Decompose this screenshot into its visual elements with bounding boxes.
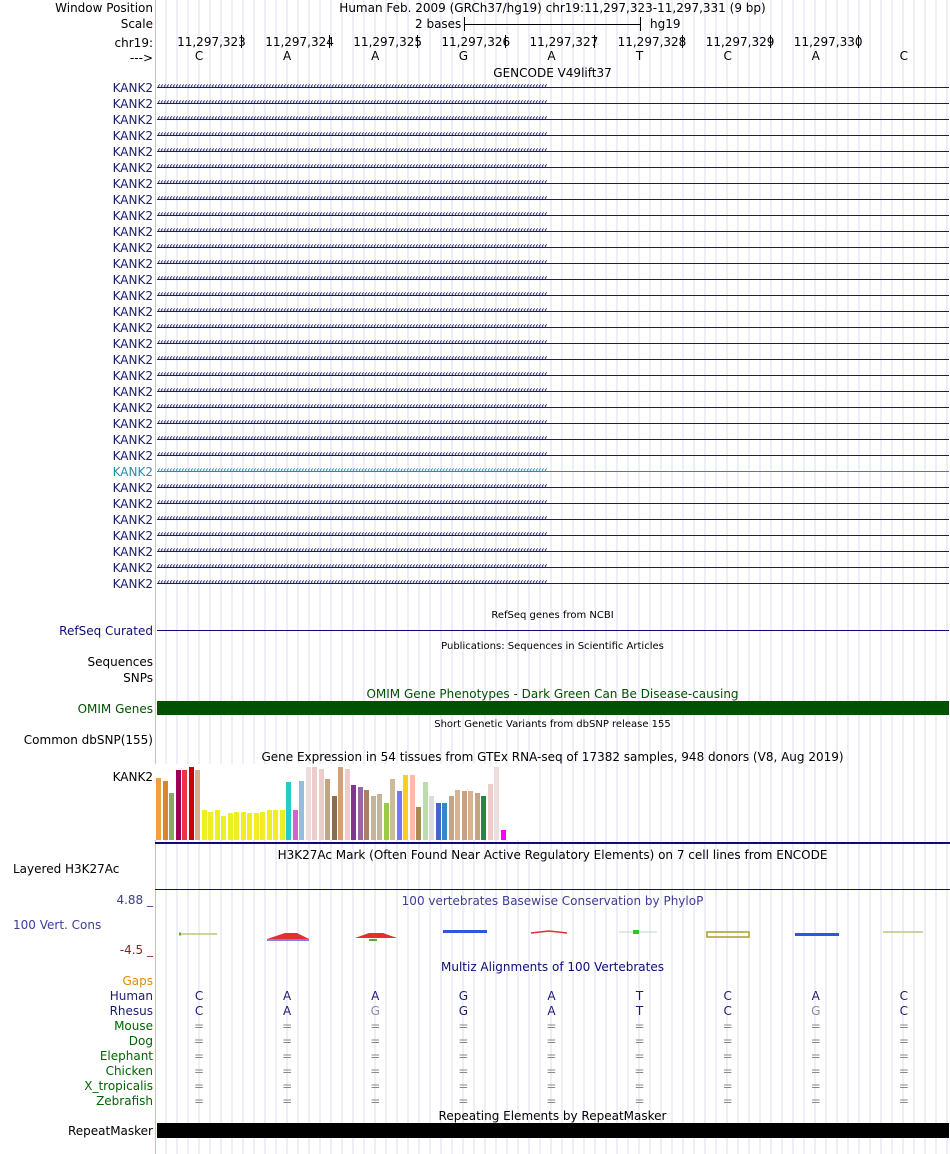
multiz-species-row[interactable] (0, 1004, 950, 1019)
gtex-tissue-bar[interactable] (169, 793, 174, 840)
aligned-base: C (723, 989, 732, 1003)
strand-arrows-icon: ‹‹‹‹‹‹‹‹‹‹‹‹‹‹‹‹‹‹‹‹‹‹‹‹‹‹‹‹‹‹‹‹‹‹‹‹‹‹‹‹‹‹‹‹‹‹‹‹‹‹‹‹‹‹‹‹‹‹‹‹‹‹‹‹‹‹‹‹‹‹‹‹‹‹‹‹‹‹‹‹‹‹‹‹‹‹‹‹‹‹‹‹‹‹‹‹‹‹‹‹‹‹‹‹‹‹‹‹‹‹‹‹‹‹‹‹‹‹‹‹‹‹‹‹‹‹‹‹‹‹ (157, 289, 547, 300)
window-position-label: Window Position (55, 1, 153, 15)
strand-arrows-icon: ‹‹‹‹‹‹‹‹‹‹‹‹‹‹‹‹‹‹‹‹‹‹‹‹‹‹‹‹‹‹‹‹‹‹‹‹‹‹‹‹‹‹‹‹‹‹‹‹‹‹‹‹‹‹‹‹‹‹‹‹‹‹‹‹‹‹‹‹‹‹‹‹‹‹‹‹‹‹‹‹‹‹‹‹‹‹‹‹‹‹‹‹‹‹‹‹‹‹‹‹‹‹‹‹‹‹‹‹‹‹‹‹‹‹‹‹‹‹‹‹‹‹‹‹‹‹‹‹‹‹ (157, 529, 547, 540)
gtex-tissue-bar[interactable] (488, 784, 493, 840)
gaps-label[interactable]: Gaps (122, 974, 153, 988)
gtex-tissue-bar[interactable] (195, 770, 200, 840)
gencode-transcript-label[interactable]: KANK2 (112, 433, 153, 447)
ruler-base: A (811, 49, 820, 63)
aligned-base: = (898, 1049, 909, 1063)
aligned-base: = (722, 1079, 733, 1093)
phylop-min-label: -4.5 _ (119, 943, 153, 957)
gtex-tissue-bar[interactable] (501, 830, 506, 840)
aligned-base: = (898, 1094, 909, 1108)
chrom-label: chr19: (114, 36, 153, 50)
gencode-transcript-label[interactable]: KANK2 (112, 497, 153, 511)
multiz-species-row[interactable] (0, 1064, 950, 1079)
gtex-tissue-bar[interactable] (351, 785, 356, 840)
strand-arrows-icon: ‹‹‹‹‹‹‹‹‹‹‹‹‹‹‹‹‹‹‹‹‹‹‹‹‹‹‹‹‹‹‹‹‹‹‹‹‹‹‹‹‹‹‹‹‹‹‹‹‹‹‹‹‹‹‹‹‹‹‹‹‹‹‹‹‹‹‹‹‹‹‹‹‹‹‹‹‹‹‹‹‹‹‹‹‹‹‹‹‹‹‹‹‹‹‹‹‹‹‹‹‹‹‹‹‹‹‹‹‹‹‹‹‹‹‹‹‹‹‹‹‹‹‹‹‹‹‹‹‹‹ (157, 273, 547, 284)
ruler-coordinate: 11,297,324 (265, 35, 334, 49)
strand-arrows-icon: ‹‹‹‹‹‹‹‹‹‹‹‹‹‹‹‹‹‹‹‹‹‹‹‹‹‹‹‹‹‹‹‹‹‹‹‹‹‹‹‹‹‹‹‹‹‹‹‹‹‹‹‹‹‹‹‹‹‹‹‹‹‹‹‹‹‹‹‹‹‹‹‹‹‹‹‹‹‹‹‹‹‹‹‹‹‹‹‹‹‹‹‹‹‹‹‹‹‹‹‹‹‹‹‹‹‹‹‹‹‹‹‹‹‹‹‹‹‹‹‹‹‹‹‹‹‹‹‹‹‹ (157, 481, 547, 492)
aligned-base: = (722, 1094, 733, 1108)
species-label[interactable]: Human (109, 989, 153, 1003)
aligned-base: = (634, 1079, 645, 1093)
aligned-base: A (283, 989, 292, 1003)
aligned-base: = (634, 1094, 645, 1108)
gencode-transcript-label[interactable]: KANK2 (112, 193, 153, 207)
h3k27ac-divider (155, 889, 950, 890)
gencode-transcript-label[interactable]: KANK2 (112, 481, 153, 495)
aligned-base: = (282, 1064, 293, 1078)
gencode-transcript-label[interactable]: KANK2 (112, 241, 153, 255)
omim-label[interactable]: OMIM Genes (77, 702, 153, 716)
aligned-base: = (546, 1019, 557, 1033)
gencode-transcript-label[interactable]: KANK2 (112, 161, 153, 175)
strand-arrows-icon: ‹‹‹‹‹‹‹‹‹‹‹‹‹‹‹‹‹‹‹‹‹‹‹‹‹‹‹‹‹‹‹‹‹‹‹‹‹‹‹‹‹‹‹‹‹‹‹‹‹‹‹‹‹‹‹‹‹‹‹‹‹‹‹‹‹‹‹‹‹‹‹‹‹‹‹‹‹‹‹‹‹‹‹‹‹‹‹‹‹‹‹‹‹‹‹‹‹‹‹‹‹‹‹‹‹‹‹‹‹‹‹‹‹‹‹‹‹‹‹‹‹‹‹‹‹‹‹‹‹‹ (157, 449, 547, 460)
gtex-tissue-bar[interactable] (494, 767, 499, 840)
scale-assembly: hg19 (650, 17, 681, 31)
gencode-transcript-label[interactable]: KANK2 (112, 81, 153, 95)
gencode-transcript-row[interactable] (0, 512, 950, 528)
aligned-base: = (810, 1064, 821, 1078)
strand-arrows-icon: ‹‹‹‹‹‹‹‹‹‹‹‹‹‹‹‹‹‹‹‹‹‹‹‹‹‹‹‹‹‹‹‹‹‹‹‹‹‹‹‹‹‹‹‹‹‹‹‹‹‹‹‹‹‹‹‹‹‹‹‹‹‹‹‹‹‹‹‹‹‹‹‹‹‹‹‹‹‹‹‹‹‹‹‹‹‹‹‹‹‹‹‹‹‹‹‹‹‹‹‹‹‹‹‹‹‹‹‹‹‹‹‹‹‹‹‹‹‹‹‹‹‹‹‹‹‹‹‹‹‹ (157, 145, 547, 156)
aligned-base: = (458, 1034, 469, 1048)
gencode-transcript-row[interactable] (0, 176, 950, 192)
gencode-transcript-row[interactable] (0, 448, 950, 464)
gencode-transcript-row[interactable] (0, 544, 950, 560)
aligned-base: C (899, 1004, 909, 1018)
omim-title: OMIM Gene Phenotypes - Dark Green Can Be Disease-causing (366, 687, 739, 701)
gencode-transcript-row[interactable] (0, 416, 950, 432)
gtex-tissue-bar[interactable] (371, 796, 376, 840)
gtex-tissue-bar[interactable] (442, 803, 447, 840)
strand-arrows-icon: ‹‹‹‹‹‹‹‹‹‹‹‹‹‹‹‹‹‹‹‹‹‹‹‹‹‹‹‹‹‹‹‹‹‹‹‹‹‹‹‹‹‹‹‹‹‹‹‹‹‹‹‹‹‹‹‹‹‹‹‹‹‹‹‹‹‹‹‹‹‹‹‹‹‹‹‹‹‹‹‹‹‹‹‹‹‹‹‹‹‹‹‹‹‹‹‹‹‹‹‹‹‹‹‹‹‹‹‹‹‹‹‹‹‹‹‹‹‹‹‹‹‹‹‹‹‹‹‹‹‹ (157, 321, 547, 332)
gtex-tissue-bar[interactable] (436, 803, 441, 840)
gtex-tissue-bar[interactable] (208, 812, 213, 840)
gtex-tissue-bar[interactable] (332, 796, 337, 840)
gencode-transcript-label[interactable]: KANK2 (112, 353, 153, 367)
gencode-transcript-label[interactable]: KANK2 (112, 273, 153, 287)
gencode-transcript-row[interactable] (0, 336, 950, 352)
species-label[interactable]: Dog (128, 1034, 153, 1048)
phylop-glyph-7 (707, 932, 749, 937)
aligned-base: = (370, 1019, 381, 1033)
gtex-tissue-bar[interactable] (202, 810, 207, 840)
aligned-base: = (810, 1094, 821, 1108)
phylop-label[interactable]: 100 Vert. Cons (13, 918, 102, 932)
gtex-tissue-bar[interactable] (390, 779, 395, 840)
aligned-base: = (898, 1079, 909, 1093)
aligned-base: = (898, 1034, 909, 1048)
strand-arrows-icon: ‹‹‹‹‹‹‹‹‹‹‹‹‹‹‹‹‹‹‹‹‹‹‹‹‹‹‹‹‹‹‹‹‹‹‹‹‹‹‹‹‹‹‹‹‹‹‹‹‹‹‹‹‹‹‹‹‹‹‹‹‹‹‹‹‹‹‹‹‹‹‹‹‹‹‹‹‹‹‹‹‹‹‹‹‹‹‹‹‹‹‹‹‹‹‹‹‹‹‹‹‹‹‹‹‹‹‹‹‹‹‹‹‹‹‹‹‹‹‹‹‹‹‹‹‹‹‹‹‹‹ (157, 577, 547, 588)
strand-label: ---> (129, 51, 153, 65)
aligned-base: = (546, 1049, 557, 1063)
gencode-transcript-label[interactable]: KANK2 (112, 513, 153, 527)
aligned-base: = (282, 1019, 293, 1033)
refseq-title: RefSeq genes from NCBI (491, 610, 614, 621)
strand-arrows-icon: ‹‹‹‹‹‹‹‹‹‹‹‹‹‹‹‹‹‹‹‹‹‹‹‹‹‹‹‹‹‹‹‹‹‹‹‹‹‹‹‹‹‹‹‹‹‹‹‹‹‹‹‹‹‹‹‹‹‹‹‹‹‹‹‹‹‹‹‹‹‹‹‹‹‹‹‹‹‹‹‹‹‹‹‹‹‹‹‹‹‹‹‹‹‹‹‹‹‹‹‹‹‹‹‹‹‹‹‹‹‹‹‹‹‹‹‹‹‹‹‹‹‹‹‹‹‹‹‹‹‹ (157, 257, 547, 268)
gencode-transcript-label[interactable]: KANK2 (112, 129, 153, 143)
aligned-base: C (194, 1004, 204, 1018)
gencode-transcript-row[interactable] (0, 192, 950, 208)
gtex-tissue-bar[interactable] (410, 775, 415, 840)
ruler-coordinate: 11,297,325 (353, 35, 423, 49)
aligned-base: = (722, 1049, 733, 1063)
gencode-transcript-label[interactable]: KANK2 (112, 289, 153, 303)
aligned-base: = (194, 1079, 205, 1093)
strand-arrows-icon: ‹‹‹‹‹‹‹‹‹‹‹‹‹‹‹‹‹‹‹‹‹‹‹‹‹‹‹‹‹‹‹‹‹‹‹‹‹‹‹‹‹‹‹‹‹‹‹‹‹‹‹‹‹‹‹‹‹‹‹‹‹‹‹‹‹‹‹‹‹‹‹‹‹‹‹‹‹‹‹‹‹‹‹‹‹‹‹‹‹‹‹‹‹‹‹‹‹‹‹‹‹‹‹‹‹‹‹‹‹‹‹‹‹‹‹‹‹‹‹‹‹‹‹‹‹‹‹‹‹‹ (157, 385, 547, 396)
aligned-base: C (194, 989, 204, 1003)
gencode-title: GENCODE V49lift37 (493, 66, 612, 80)
species-label[interactable]: X_tropicalis (84, 1079, 153, 1093)
gtex-tissue-bar[interactable] (384, 803, 389, 840)
phylop-max-label: 4.88 _ (116, 893, 153, 907)
multiz-species-row[interactable] (0, 1019, 950, 1034)
gtex-tissue-bar[interactable] (364, 790, 369, 840)
multiz-species-row[interactable] (0, 1094, 950, 1109)
gencode-transcript-row[interactable] (0, 480, 950, 496)
ruler-coordinate: 11,297,326 (441, 35, 511, 49)
aligned-base: G (458, 989, 468, 1003)
phylop-glyph-3 (355, 933, 397, 940)
ruler-base: C (194, 49, 204, 63)
gencode-transcript-label[interactable]: KANK2 (112, 369, 153, 383)
species-label[interactable]: Rhesus (109, 1004, 153, 1018)
gtex-tissue-bar[interactable] (176, 770, 181, 840)
aligned-base: C (723, 1004, 732, 1018)
species-label[interactable]: Elephant (99, 1049, 153, 1063)
aligned-base: A (547, 1004, 556, 1018)
aligned-base: = (282, 1049, 293, 1063)
ruler-base: A (283, 49, 292, 63)
gencode-transcript-row[interactable] (0, 80, 950, 96)
gtex-tissue-bar[interactable] (377, 794, 382, 840)
gtex-tissue-bar[interactable] (481, 796, 486, 840)
aligned-base: = (370, 1079, 381, 1093)
gencode-transcript-label[interactable]: KANK2 (112, 305, 153, 319)
phylop-glyph-4 (443, 930, 487, 933)
gtex-tissue-bar[interactable] (403, 775, 408, 840)
gtex-tissue-bar[interactable] (221, 816, 226, 840)
gencode-transcript-row[interactable] (0, 368, 950, 384)
repeatmasker-title: Repeating Elements by RepeatMasker (438, 1109, 667, 1123)
gtex-tissue-bar[interactable] (449, 796, 454, 840)
scale-label: Scale (120, 17, 153, 31)
refseq-gene-line[interactable] (157, 630, 949, 631)
gencode-transcript-label[interactable]: KANK2 (112, 225, 153, 239)
ruler-coordinate: 11,297,327 (529, 35, 599, 49)
gencode-transcript-row[interactable] (0, 464, 950, 480)
aligned-base: = (458, 1049, 469, 1063)
strand-arrows-icon: ‹‹‹‹‹‹‹‹‹‹‹‹‹‹‹‹‹‹‹‹‹‹‹‹‹‹‹‹‹‹‹‹‹‹‹‹‹‹‹‹‹‹‹‹‹‹‹‹‹‹‹‹‹‹‹‹‹‹‹‹‹‹‹‹‹‹‹‹‹‹‹‹‹‹‹‹‹‹‹‹‹‹‹‹‹‹‹‹‹‹‹‹‹‹‹‹‹‹‹‹‹‹‹‹‹‹‹‹‹‹‹‹‹‹‹‹‹‹‹‹‹‹‹‹‹‹‹‹‹‹ (157, 433, 547, 444)
gencode-transcript-row[interactable] (0, 320, 950, 336)
gencode-transcript-label[interactable]: KANK2 (112, 113, 153, 127)
gtex-tissue-bar[interactable] (254, 813, 259, 840)
gtex-tissue-bar[interactable] (312, 767, 317, 840)
gencode-transcript-row[interactable] (0, 288, 950, 304)
gencode-transcript-row[interactable] (0, 304, 950, 320)
aligned-base: = (458, 1094, 469, 1108)
aligned-base: = (546, 1079, 557, 1093)
aligned-base: = (458, 1019, 469, 1033)
omim-gene-bar[interactable] (157, 701, 949, 715)
aligned-base: = (898, 1019, 909, 1033)
multiz-species-row[interactable] (0, 1034, 950, 1049)
aligned-base: T (635, 1004, 644, 1018)
gencode-transcript-row[interactable] (0, 272, 950, 288)
ruler-coordinate: 11,297,323 (177, 35, 246, 49)
aligned-base: = (370, 1049, 381, 1063)
ruler-base: G (458, 49, 468, 63)
gtex-tissue-bar[interactable] (306, 767, 311, 840)
gencode-transcript-row[interactable] (0, 496, 950, 512)
gtex-tissue-bar[interactable] (455, 790, 460, 840)
h3k27ac-label[interactable]: Layered H3K27Ac (13, 862, 120, 876)
gtex-tissue-bar[interactable] (475, 793, 480, 840)
gtex-tissue-bar[interactable] (247, 813, 252, 840)
strand-arrows-icon: ‹‹‹‹‹‹‹‹‹‹‹‹‹‹‹‹‹‹‹‹‹‹‹‹‹‹‹‹‹‹‹‹‹‹‹‹‹‹‹‹‹‹‹‹‹‹‹‹‹‹‹‹‹‹‹‹‹‹‹‹‹‹‹‹‹‹‹‹‹‹‹‹‹‹‹‹‹‹‹‹‹‹‹‹‹‹‹‹‹‹‹‹‹‹‹‹‹‹‹‹‹‹‹‹‹‹‹‹‹‹‹‹‹‹‹‹‹‹‹‹‹‹‹‹‹‹‹‹‹‹ (157, 305, 547, 316)
gtex-tissue-bar[interactable] (267, 810, 272, 840)
strand-arrows-icon: ‹‹‹‹‹‹‹‹‹‹‹‹‹‹‹‹‹‹‹‹‹‹‹‹‹‹‹‹‹‹‹‹‹‹‹‹‹‹‹‹‹‹‹‹‹‹‹‹‹‹‹‹‹‹‹‹‹‹‹‹‹‹‹‹‹‹‹‹‹‹‹‹‹‹‹‹‹‹‹‹‹‹‹‹‹‹‹‹‹‹‹‹‹‹‹‹‹‹‹‹‹‹‹‹‹‹‹‹‹‹‹‹‹‹‹‹‹‹‹‹‹‹‹‹‹‹‹‹‹‹ (157, 177, 547, 188)
aligned-base: A (547, 989, 556, 1003)
strand-arrows-icon: ‹‹‹‹‹‹‹‹‹‹‹‹‹‹‹‹‹‹‹‹‹‹‹‹‹‹‹‹‹‹‹‹‹‹‹‹‹‹‹‹‹‹‹‹‹‹‹‹‹‹‹‹‹‹‹‹‹‹‹‹‹‹‹‹‹‹‹‹‹‹‹‹‹‹‹‹‹‹‹‹‹‹‹‹‹‹‹‹‹‹‹‹‹‹‹‹‹‹‹‹‹‹‹‹‹‹‹‹‹‹‹‹‹‹‹‹‹‹‹‹‹‹‹‹‹‹‹‹‹‹ (157, 129, 547, 140)
gencode-transcript-label[interactable]: KANK2 (112, 545, 153, 559)
gencode-transcript-label[interactable]: KANK2 (112, 561, 153, 575)
aligned-base: = (546, 1034, 557, 1048)
gtex-tissue-bar[interactable] (325, 779, 330, 840)
gencode-transcript-row[interactable] (0, 240, 950, 256)
strand-arrows-icon: ‹‹‹‹‹‹‹‹‹‹‹‹‹‹‹‹‹‹‹‹‹‹‹‹‹‹‹‹‹‹‹‹‹‹‹‹‹‹‹‹‹‹‹‹‹‹‹‹‹‹‹‹‹‹‹‹‹‹‹‹‹‹‹‹‹‹‹‹‹‹‹‹‹‹‹‹‹‹‹‹‹‹‹‹‹‹‹‹‹‹‹‹‹‹‹‹‹‹‹‹‹‹‹‹‹‹‹‹‹‹‹‹‹‹‹‹‹‹‹‹‹‹‹‹‹‹‹‹‹‹ (157, 113, 547, 124)
aligned-base: = (634, 1019, 645, 1033)
aligned-base: = (634, 1034, 645, 1048)
strand-arrows-icon: ‹‹‹‹‹‹‹‹‹‹‹‹‹‹‹‹‹‹‹‹‹‹‹‹‹‹‹‹‹‹‹‹‹‹‹‹‹‹‹‹‹‹‹‹‹‹‹‹‹‹‹‹‹‹‹‹‹‹‹‹‹‹‹‹‹‹‹‹‹‹‹‹‹‹‹‹‹‹‹‹‹‹‹‹‹‹‹‹‹‹‹‹‹‹‹‹‹‹‹‹‹‹‹‹‹‹‹‹‹‹‹‹‹‹‹‹‹‹‹‹‹‹‹‹‹‹‹‹‹‹ (157, 401, 547, 412)
gtex-tissue-bar[interactable] (215, 810, 220, 840)
aligned-base: A (283, 1004, 292, 1018)
gtex-tissue-bar[interactable] (416, 807, 421, 840)
gtex-tissue-bar[interactable] (397, 791, 402, 840)
gencode-transcript-label[interactable]: KANK2 (112, 321, 153, 335)
aligned-base: G (458, 1004, 468, 1018)
aligned-base: A (811, 989, 820, 1003)
aligned-base: = (634, 1064, 645, 1078)
aligned-base: T (635, 989, 644, 1003)
dbsnp-label[interactable]: Common dbSNP(155) (23, 733, 153, 747)
snps-label[interactable]: SNPs (123, 671, 153, 685)
multiz-species-row[interactable] (0, 1049, 950, 1064)
phylop-glyph-5 (531, 931, 567, 933)
phylop-glyph-8 (795, 933, 839, 936)
aligned-base: = (722, 1019, 733, 1033)
aligned-base: = (194, 1094, 205, 1108)
gencode-transcript-row[interactable] (0, 560, 950, 576)
aligned-base: A (371, 989, 380, 1003)
aligned-base: = (810, 1019, 821, 1033)
gtex-tissue-bar[interactable] (241, 812, 246, 840)
gtex-tissue-bar[interactable] (423, 782, 428, 840)
aligned-base: = (194, 1019, 205, 1033)
aligned-base: = (282, 1079, 293, 1093)
gencode-transcript-row[interactable] (0, 128, 950, 144)
gencode-transcript-row[interactable] (0, 576, 950, 592)
phylop-glyph-6 (619, 930, 657, 934)
gtex-chart[interactable] (155, 764, 535, 840)
gencode-transcript-row[interactable] (0, 160, 950, 176)
strand-arrows-icon: ‹‹‹‹‹‹‹‹‹‹‹‹‹‹‹‹‹‹‹‹‹‹‹‹‹‹‹‹‹‹‹‹‹‹‹‹‹‹‹‹‹‹‹‹‹‹‹‹‹‹‹‹‹‹‹‹‹‹‹‹‹‹‹‹‹‹‹‹‹‹‹‹‹‹‹‹‹‹‹‹‹‹‹‹‹‹‹‹‹‹‹‹‹‹‹‹‹‹‹‹‹‹‹‹‹‹‹‹‹‹‹‹‹‹‹‹‹‹‹‹‹‹‹‹‹‹‹‹‹‹ (157, 353, 547, 364)
strand-arrows-icon: ‹‹‹‹‹‹‹‹‹‹‹‹‹‹‹‹‹‹‹‹‹‹‹‹‹‹‹‹‹‹‹‹‹‹‹‹‹‹‹‹‹‹‹‹‹‹‹‹‹‹‹‹‹‹‹‹‹‹‹‹‹‹‹‹‹‹‹‹‹‹‹‹‹‹‹‹‹‹‹‹‹‹‹‹‹‹‹‹‹‹‹‹‹‹‹‹‹‹‹‹‹‹‹‹‹‹‹‹‹‹‹‹‹‹‹‹‹‹‹‹‹‹‹‹‹‹‹‹‹‹ (157, 193, 547, 204)
strand-arrows-icon: ‹‹‹‹‹‹‹‹‹‹‹‹‹‹‹‹‹‹‹‹‹‹‹‹‹‹‹‹‹‹‹‹‹‹‹‹‹‹‹‹‹‹‹‹‹‹‹‹‹‹‹‹‹‹‹‹‹‹‹‹‹‹‹‹‹‹‹‹‹‹‹‹‹‹‹‹‹‹‹‹‹‹‹‹‹‹‹‹‹‹‹‹‹‹‹‹‹‹‹‹‹‹‹‹‹‹‹‹‹‹‹‹‹‹‹‹‹‹‹‹‹‹‹‹‹‹‹‹‹‹ (157, 161, 547, 172)
gtex-tissue-bar[interactable] (299, 781, 304, 840)
gtex-tissue-bar[interactable] (182, 770, 187, 840)
gencode-transcript-row[interactable] (0, 224, 950, 240)
gtex-tissue-bar[interactable] (293, 810, 298, 840)
gencode-transcript-label[interactable]: KANK2 (112, 577, 153, 591)
gtex-title: Gene Expression in 54 tissues from GTEx RNA-seq of 17382 samples, 948 donors (V8, Aug 2019) (261, 750, 844, 764)
aligned-base: = (722, 1064, 733, 1078)
aligned-base: = (634, 1049, 645, 1063)
aligned-base: = (810, 1049, 821, 1063)
aligned-base: = (194, 1034, 205, 1048)
gencode-transcript-row[interactable] (0, 384, 950, 400)
strand-arrows-icon: ‹‹‹‹‹‹‹‹‹‹‹‹‹‹‹‹‹‹‹‹‹‹‹‹‹‹‹‹‹‹‹‹‹‹‹‹‹‹‹‹‹‹‹‹‹‹‹‹‹‹‹‹‹‹‹‹‹‹‹‹‹‹‹‹‹‹‹‹‹‹‹‹‹‹‹‹‹‹‹‹‹‹‹‹‹‹‹‹‹‹‹‹‹‹‹‹‹‹‹‹‹‹‹‹‹‹‹‹‹‹‹‹‹‹‹‹‹‹‹‹‹‹‹‹‹‹‹‹‹‹ (157, 225, 547, 236)
aligned-base: = (282, 1094, 293, 1108)
gencode-transcript-row[interactable] (0, 400, 950, 416)
gencode-transcript-label[interactable]: KANK2 (112, 257, 153, 271)
gtex-tissue-bar[interactable] (228, 813, 233, 840)
aligned-base: = (458, 1079, 469, 1093)
species-label[interactable]: Mouse (114, 1019, 153, 1033)
gencode-transcript-label[interactable]: KANK2 (112, 145, 153, 159)
ruler-base: C (899, 49, 909, 63)
strand-arrows-icon: ‹‹‹‹‹‹‹‹‹‹‹‹‹‹‹‹‹‹‹‹‹‹‹‹‹‹‹‹‹‹‹‹‹‹‹‹‹‹‹‹‹‹‹‹‹‹‹‹‹‹‹‹‹‹‹‹‹‹‹‹‹‹‹‹‹‹‹‹‹‹‹‹‹‹‹‹‹‹‹‹‹‹‹‹‹‹‹‹‹‹‹‹‹‹‹‹‹‹‹‹‹‹‹‹‹‹‹‹‹‹‹‹‹‹‹‹‹‹‹‹‹‹‹‹‹‹‹‹‹‹ (157, 81, 547, 92)
window-title: Human Feb. 2009 (GRCh37/hg19) chr19:11,297,323-11,297,331 (9 bp) (339, 1, 766, 15)
aligned-base: = (194, 1049, 205, 1063)
gencode-transcript-row[interactable] (0, 528, 950, 544)
strand-arrows-icon: ‹‹‹‹‹‹‹‹‹‹‹‹‹‹‹‹‹‹‹‹‹‹‹‹‹‹‹‹‹‹‹‹‹‹‹‹‹‹‹‹‹‹‹‹‹‹‹‹‹‹‹‹‹‹‹‹‹‹‹‹‹‹‹‹‹‹‹‹‹‹‹‹‹‹‹‹‹‹‹‹‹‹‹‹‹‹‹‹‹‹‹‹‹‹‹‹‹‹‹‹‹‹‹‹‹‹‹‹‹‹‹‹‹‹‹‹‹‹‹‹‹‹‹‹‹‹‹‹‹‹ (157, 561, 547, 572)
strand-arrows-icon: ‹‹‹‹‹‹‹‹‹‹‹‹‹‹‹‹‹‹‹‹‹‹‹‹‹‹‹‹‹‹‹‹‹‹‹‹‹‹‹‹‹‹‹‹‹‹‹‹‹‹‹‹‹‹‹‹‹‹‹‹‹‹‹‹‹‹‹‹‹‹‹‹‹‹‹‹‹‹‹‹‹‹‹‹‹‹‹‹‹‹‹‹‹‹‹‹‹‹‹‹‹‹‹‹‹‹‹‹‹‹‹‹‹‹‹‹‹‹‹‹‹‹‹‹‹‹‹‹‹‹ (157, 465, 547, 476)
aligned-base: = (370, 1034, 381, 1048)
gtex-tissue-bar[interactable] (156, 778, 161, 840)
aligned-base: = (722, 1034, 733, 1048)
gtex-tissue-bar[interactable] (338, 767, 343, 840)
gencode-transcript-row[interactable] (0, 352, 950, 368)
multiz-species-row[interactable] (0, 1079, 950, 1094)
phylop-title: 100 vertebrates Basewise Conservation by PhyloP (401, 894, 704, 908)
multiz-species-row[interactable] (0, 989, 950, 1004)
aligned-base: = (546, 1064, 557, 1078)
aligned-base: = (370, 1094, 381, 1108)
gtex-tissue-bar[interactable] (273, 810, 278, 840)
gencode-transcript-row[interactable] (0, 112, 950, 128)
gtex-tissue-bar[interactable] (468, 791, 473, 840)
gencode-transcript-row[interactable] (0, 208, 950, 224)
aligned-base: G (370, 1004, 380, 1018)
aligned-base: = (194, 1064, 205, 1078)
publications-title: Publications: Sequences in Scientific Articles (441, 641, 664, 652)
aligned-base: = (898, 1064, 909, 1078)
aligned-base: = (546, 1094, 557, 1108)
strand-arrows-icon: ‹‹‹‹‹‹‹‹‹‹‹‹‹‹‹‹‹‹‹‹‹‹‹‹‹‹‹‹‹‹‹‹‹‹‹‹‹‹‹‹‹‹‹‹‹‹‹‹‹‹‹‹‹‹‹‹‹‹‹‹‹‹‹‹‹‹‹‹‹‹‹‹‹‹‹‹‹‹‹‹‹‹‹‹‹‹‹‹‹‹‹‹‹‹‹‹‹‹‹‹‹‹‹‹‹‹‹‹‹‹‹‹‹‹‹‹‹‹‹‹‹‹‹‹‹‹‹‹‹‹ (157, 97, 547, 108)
strand-arrows-icon: ‹‹‹‹‹‹‹‹‹‹‹‹‹‹‹‹‹‹‹‹‹‹‹‹‹‹‹‹‹‹‹‹‹‹‹‹‹‹‹‹‹‹‹‹‹‹‹‹‹‹‹‹‹‹‹‹‹‹‹‹‹‹‹‹‹‹‹‹‹‹‹‹‹‹‹‹‹‹‹‹‹‹‹‹‹‹‹‹‹‹‹‹‹‹‹‹‹‹‹‹‹‹‹‹‹‹‹‹‹‹‹‹‹‹‹‹‹‹‹‹‹‹‹‹‹‹‹‹‹‹ (157, 545, 547, 556)
strand-arrows-icon: ‹‹‹‹‹‹‹‹‹‹‹‹‹‹‹‹‹‹‹‹‹‹‹‹‹‹‹‹‹‹‹‹‹‹‹‹‹‹‹‹‹‹‹‹‹‹‹‹‹‹‹‹‹‹‹‹‹‹‹‹‹‹‹‹‹‹‹‹‹‹‹‹‹‹‹‹‹‹‹‹‹‹‹‹‹‹‹‹‹‹‹‹‹‹‹‹‹‹‹‹‹‹‹‹‹‹‹‹‹‹‹‹‹‹‹‹‹‹‹‹‹‹‹‹‹‹‹‹‹‹ (157, 497, 547, 508)
gencode-transcript-label[interactable]: KANK2 (112, 529, 153, 543)
scale-bar (464, 17, 641, 31)
ruler-base: A (371, 49, 380, 63)
gtex-tissue-bar[interactable] (163, 781, 168, 840)
gencode-transcript-label[interactable]: KANK2 (112, 177, 153, 191)
strand-arrows-icon: ‹‹‹‹‹‹‹‹‹‹‹‹‹‹‹‹‹‹‹‹‹‹‹‹‹‹‹‹‹‹‹‹‹‹‹‹‹‹‹‹‹‹‹‹‹‹‹‹‹‹‹‹‹‹‹‹‹‹‹‹‹‹‹‹‹‹‹‹‹‹‹‹‹‹‹‹‹‹‹‹‹‹‹‹‹‹‹‹‹‹‹‹‹‹‹‹‹‹‹‹‹‹‹‹‹‹‹‹‹‹‹‹‹‹‹‹‹‹‹‹‹‹‹‹‹‹‹‹‹‹ (157, 337, 547, 348)
gencode-transcript-label[interactable]: KANK2 (112, 417, 153, 431)
ruler-coordinate: 11,297,328 (617, 35, 687, 49)
gencode-transcript-row[interactable] (0, 432, 950, 448)
gencode-transcript-label[interactable]: KANK2 (112, 209, 153, 223)
ruler-coordinate: 11,297,329 (705, 35, 775, 49)
strand-arrows-icon: ‹‹‹‹‹‹‹‹‹‹‹‹‹‹‹‹‹‹‹‹‹‹‹‹‹‹‹‹‹‹‹‹‹‹‹‹‹‹‹‹‹‹‹‹‹‹‹‹‹‹‹‹‹‹‹‹‹‹‹‹‹‹‹‹‹‹‹‹‹‹‹‹‹‹‹‹‹‹‹‹‹‹‹‹‹‹‹‹‹‹‹‹‹‹‹‹‹‹‹‹‹‹‹‹‹‹‹‹‹‹‹‹‹‹‹‹‹‹‹‹‹‹‹‹‹‹‹‹‹‹ (157, 513, 547, 524)
aligned-base: = (458, 1064, 469, 1078)
gencode-transcript-label[interactable]: KANK2 (112, 465, 153, 479)
aligned-base: = (370, 1064, 381, 1078)
strand-arrows-icon: ‹‹‹‹‹‹‹‹‹‹‹‹‹‹‹‹‹‹‹‹‹‹‹‹‹‹‹‹‹‹‹‹‹‹‹‹‹‹‹‹‹‹‹‹‹‹‹‹‹‹‹‹‹‹‹‹‹‹‹‹‹‹‹‹‹‹‹‹‹‹‹‹‹‹‹‹‹‹‹‹‹‹‹‹‹‹‹‹‹‹‹‹‹‹‹‹‹‹‹‹‹‹‹‹‹‹‹‹‹‹‹‹‹‹‹‹‹‹‹‹‹‹‹‹‹‹‹‹‹‹ (157, 417, 547, 428)
gtex-tissue-bar[interactable] (462, 791, 467, 840)
gtex-tissue-bar[interactable] (234, 812, 239, 840)
gtex-divider (155, 842, 950, 844)
ruler-base: A (547, 49, 556, 63)
gtex-tissue-bar[interactable] (280, 810, 285, 840)
sequences-label[interactable]: Sequences (87, 655, 153, 669)
repeatmasker-bar[interactable] (157, 1123, 949, 1138)
ruler-coordinate: 11,297,330 (793, 35, 863, 49)
gtex-tissue-bar[interactable] (429, 796, 434, 840)
gencode-transcript-label[interactable]: KANK2 (112, 401, 153, 415)
gtex-label[interactable]: KANK2 (112, 770, 153, 784)
gencode-transcript-label[interactable]: KANK2 (112, 385, 153, 399)
phylop-glyph-2 (267, 933, 309, 940)
gencode-transcript-row[interactable] (0, 256, 950, 272)
gtex-tissue-bar[interactable] (286, 782, 291, 840)
gtex-tissue-bar[interactable] (260, 812, 265, 840)
species-label[interactable]: Zebrafish (96, 1094, 153, 1108)
gencode-transcript-row[interactable] (0, 144, 950, 160)
species-label[interactable]: Chicken (105, 1064, 153, 1078)
multiz-title: Multiz Alignments of 100 Vertebrates (440, 960, 665, 974)
strand-arrows-icon: ‹‹‹‹‹‹‹‹‹‹‹‹‹‹‹‹‹‹‹‹‹‹‹‹‹‹‹‹‹‹‹‹‹‹‹‹‹‹‹‹‹‹‹‹‹‹‹‹‹‹‹‹‹‹‹‹‹‹‹‹‹‹‹‹‹‹‹‹‹‹‹‹‹‹‹‹‹‹‹‹‹‹‹‹‹‹‹‹‹‹‹‹‹‹‹‹‹‹‹‹‹‹‹‹‹‹‹‹‹‹‹‹‹‹‹‹‹‹‹‹‹‹‹‹‹‹‹‹‹‹ (157, 369, 547, 380)
repeatmasker-label[interactable]: RepeatMasker (67, 1124, 153, 1138)
ruler-base: C (723, 49, 732, 63)
h3k27ac-title: H3K27Ac Mark (Often Found Near Active Regulatory Elements) on 7 cell lines from ENCODE (277, 848, 828, 862)
aligned-base: C (899, 989, 909, 1003)
refseq-label[interactable]: RefSeq Curated (59, 624, 153, 638)
gtex-tissue-bar[interactable] (319, 769, 324, 840)
gencode-transcript-row[interactable] (0, 96, 950, 112)
gtex-tissue-bar[interactable] (345, 769, 350, 840)
gencode-transcript-label[interactable]: KANK2 (112, 97, 153, 111)
gencode-transcript-label[interactable]: KANK2 (112, 449, 153, 463)
strand-arrows-icon: ‹‹‹‹‹‹‹‹‹‹‹‹‹‹‹‹‹‹‹‹‹‹‹‹‹‹‹‹‹‹‹‹‹‹‹‹‹‹‹‹‹‹‹‹‹‹‹‹‹‹‹‹‹‹‹‹‹‹‹‹‹‹‹‹‹‹‹‹‹‹‹‹‹‹‹‹‹‹‹‹‹‹‹‹‹‹‹‹‹‹‹‹‹‹‹‹‹‹‹‹‹‹‹‹‹‹‹‹‹‹‹‹‹‹‹‹‹‹‹‹‹‹‹‹‹‹‹‹‹‹ (157, 241, 547, 252)
strand-arrows-icon: ‹‹‹‹‹‹‹‹‹‹‹‹‹‹‹‹‹‹‹‹‹‹‹‹‹‹‹‹‹‹‹‹‹‹‹‹‹‹‹‹‹‹‹‹‹‹‹‹‹‹‹‹‹‹‹‹‹‹‹‹‹‹‹‹‹‹‹‹‹‹‹‹‹‹‹‹‹‹‹‹‹‹‹‹‹‹‹‹‹‹‹‹‹‹‹‹‹‹‹‹‹‹‹‹‹‹‹‹‹‹‹‹‹‹‹‹‹‹‹‹‹‹‹‹‹‹‹‹‹‹ (157, 209, 547, 220)
gtex-tissue-bar[interactable] (358, 787, 363, 840)
scale-text: 2 bases (415, 17, 462, 31)
aligned-base: = (810, 1079, 821, 1093)
aligned-base: G (811, 1004, 821, 1018)
gtex-tissue-bar[interactable] (189, 767, 194, 840)
aligned-base: = (810, 1034, 821, 1048)
dbsnp-title: Short Genetic Variants from dbSNP release 155 (434, 719, 671, 730)
phylop-graph[interactable] (155, 922, 950, 946)
aligned-base: = (282, 1034, 293, 1048)
gencode-transcript-label[interactable]: KANK2 (112, 337, 153, 351)
ruler-base: T (635, 49, 644, 63)
